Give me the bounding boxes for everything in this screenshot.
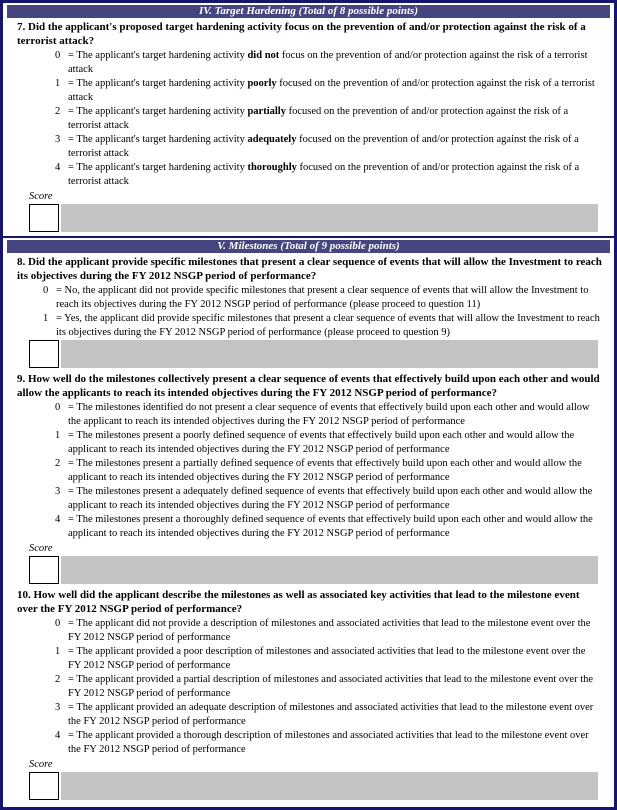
question-text: How well do the milestones collectively present a clear sequence of events that effectively build upon each other and would allow the applicants to reach its intended objectives during the FY 2012 NSGP period of performance? <box>17 373 600 399</box>
option-text-pre: = The applicant's target hardening activity <box>68 78 248 89</box>
option-text: = The applicant provided a partial description of milestones and associated activities that lead to the milestone event over the FY 2012 NSGP period of performance <box>68 674 594 699</box>
score-row-q8 <box>29 340 598 368</box>
option-value: 2 <box>55 106 61 117</box>
score-input-box-q7[interactable] <box>29 204 59 232</box>
option-text: = The milestones present a adequately defined sequence of events that effectively build upon each other and would allow the applicant to reach its intended objectives during the FY 2012 NSGP period of performance <box>68 486 593 511</box>
option-value: 0 <box>55 618 61 629</box>
question-10 <box>17 588 602 616</box>
option-row <box>55 429 600 456</box>
section-milestones <box>3 236 614 800</box>
question-number: 8. <box>17 256 26 268</box>
option-text-pre: = The applicant's target hardening activity <box>68 106 248 117</box>
option-text: = The milestones identified do not present a clear sequence of events that effectively build upon each other and would allow the applicant to reach its intended objectives during the FY 2012 NSGP period of performance <box>68 402 590 427</box>
score-row-q9 <box>29 556 598 584</box>
option-value: 0 <box>55 402 61 413</box>
option-value: 4 <box>55 162 61 173</box>
question-number: 9. <box>17 373 26 385</box>
option-text: = The milestones present a thoroughly defined sequence of events that effectively build upon each other and would allow the applicant to reach its intended objectives during the FY 2012 NSGP period of performance <box>68 514 593 539</box>
option-row <box>55 133 600 160</box>
option-value: 1 <box>55 646 61 657</box>
option-text-post: focused on the prevention of and/or protection against the risk of a terrorist attack <box>68 106 569 131</box>
option-text-pre: = The applicant's target hardening activity <box>68 162 248 173</box>
option-row <box>55 513 600 540</box>
option-text: = The applicant provided a poor description of milestones and associated activities that lead to the milestone event over the FY 2012 NSGP period of performance <box>68 646 586 671</box>
option-text <box>68 161 600 188</box>
option-text-bold: adequately <box>247 134 297 145</box>
option-row <box>43 284 600 311</box>
option-row <box>55 729 600 756</box>
question-10-options <box>3 617 614 756</box>
question-7 <box>17 20 602 48</box>
question-text: How well did the applicant describe the milestones as well as associated key activities that lead to the milestone event over the FY 2012 NSGP period of performance? <box>17 589 580 615</box>
score-input-box-q8[interactable] <box>29 340 59 368</box>
option-row <box>55 701 600 728</box>
score-input-box-q9[interactable] <box>29 556 59 584</box>
option-value: 0 <box>55 50 61 61</box>
option-value: 3 <box>55 134 61 145</box>
option-row <box>55 401 600 428</box>
score-shaded-bar-q9 <box>61 556 598 584</box>
section-header-milestones: V. Milestones (Total of 9 possible points) <box>7 240 610 253</box>
option-value: 3 <box>55 486 61 497</box>
option-value: 2 <box>55 458 61 469</box>
score-label-q9: Score <box>29 543 53 554</box>
option-text-post: focus on the prevention of and/or protection against the risk of a terrorist attack <box>68 50 588 75</box>
score-label-q10: Score <box>29 759 53 770</box>
question-text: Did the applicant provide specific milestones that present a clear sequence of events that will allow the Investment to reach its objectives during the FY 2012 NSGP period of performance? <box>17 256 602 282</box>
question-7-options <box>3 49 614 188</box>
option-text: = Yes, the applicant did provide specific milestones that present a clear sequence of events that will allow the Investment to reach its objectives during the FY 2012 NSGP period of performance (please proceed to question 9) <box>56 313 600 338</box>
option-value: 4 <box>55 514 61 525</box>
option-text-post: focused on the prevention of and/or protection against the risk of a terrorist attack <box>68 162 580 187</box>
option-text: = The milestones present a partially defined sequence of events that effectively build upon each other and would allow the applicant to reach its intended objectives during the FY 2012 NSGP period of performance <box>68 458 582 483</box>
option-row <box>55 105 600 132</box>
option-text-bold: thoroughly <box>247 162 297 173</box>
score-row-q7 <box>29 204 598 232</box>
option-row <box>55 645 600 672</box>
question-number: 7. <box>17 21 26 33</box>
option-text: = The applicant provided an adequate description of milestones and associated activities that lead to the milestone event over the FY 2012 NSGP period of performance <box>68 702 594 727</box>
option-value: 3 <box>55 702 61 713</box>
question-text: Did the applicant's proposed target hardening activity focus on the prevention of and/or protection against the risk of a terrorist attack? <box>17 21 586 47</box>
option-text <box>68 133 600 160</box>
option-value: 1 <box>55 430 61 441</box>
option-row <box>43 312 600 339</box>
option-text-bold: poorly <box>247 78 277 89</box>
option-row <box>55 673 600 700</box>
option-text-bold: did not <box>247 50 280 61</box>
option-row <box>55 485 600 512</box>
option-row <box>55 161 600 188</box>
option-text <box>68 49 600 76</box>
option-row <box>55 617 600 644</box>
option-text-pre: = The applicant's target hardening activity <box>68 134 248 145</box>
question-8 <box>17 255 602 283</box>
question-9 <box>17 372 602 400</box>
score-label-q7: Score <box>29 191 53 202</box>
option-text: = The applicant did not provide a description of milestones and associated activities that lead to the milestone event over the FY 2012 NSGP period of performance <box>68 618 591 643</box>
option-value: 0 <box>43 285 49 296</box>
option-row <box>55 77 600 104</box>
option-text-post: focused on the prevention of and/or protection against the risk of a terrorist attack <box>68 78 595 103</box>
option-value: 2 <box>55 674 61 685</box>
section-header-target-hardening: IV. Target Hardening (Total of 8 possible points) <box>7 5 610 18</box>
question-8-options <box>3 284 614 339</box>
option-value: 4 <box>55 730 61 741</box>
option-text-bold: partially <box>247 106 286 117</box>
score-shaded-bar-q7 <box>61 204 598 232</box>
score-input-box-q10[interactable] <box>29 772 59 800</box>
option-text: = The applicant provided a thorough description of milestones and associated activities that lead to the milestone event over the FY 2012 NSGP period of performance <box>68 730 589 755</box>
section-target-hardening <box>3 5 614 232</box>
option-value: 1 <box>43 313 49 324</box>
option-text: = The milestones present a poorly defined sequence of events that effectively build upon each other and would allow the applicant to reach its intended objectives during the FY 2012 NSGP period of performance <box>68 430 575 455</box>
option-row <box>55 49 600 76</box>
option-text: = No, the applicant did not provide specific milestones that present a clear sequence of events that will allow the Investment to reach its objectives during the FY 2012 NSGP period of performance (please proceed to question 11) <box>56 285 589 310</box>
option-text <box>68 105 600 132</box>
option-row <box>55 457 600 484</box>
option-text-pre: = The applicant's target hardening activity <box>68 50 248 61</box>
option-value: 1 <box>55 78 61 89</box>
option-text <box>68 77 600 104</box>
score-shaded-bar-q10 <box>61 772 598 800</box>
question-number: 10. <box>17 589 31 601</box>
option-text-post: focused on the prevention of and/or protection against the risk of a terrorist attack <box>68 134 579 159</box>
score-row-q10 <box>29 772 598 800</box>
question-9-options <box>3 401 614 540</box>
score-shaded-bar-q8 <box>61 340 598 368</box>
